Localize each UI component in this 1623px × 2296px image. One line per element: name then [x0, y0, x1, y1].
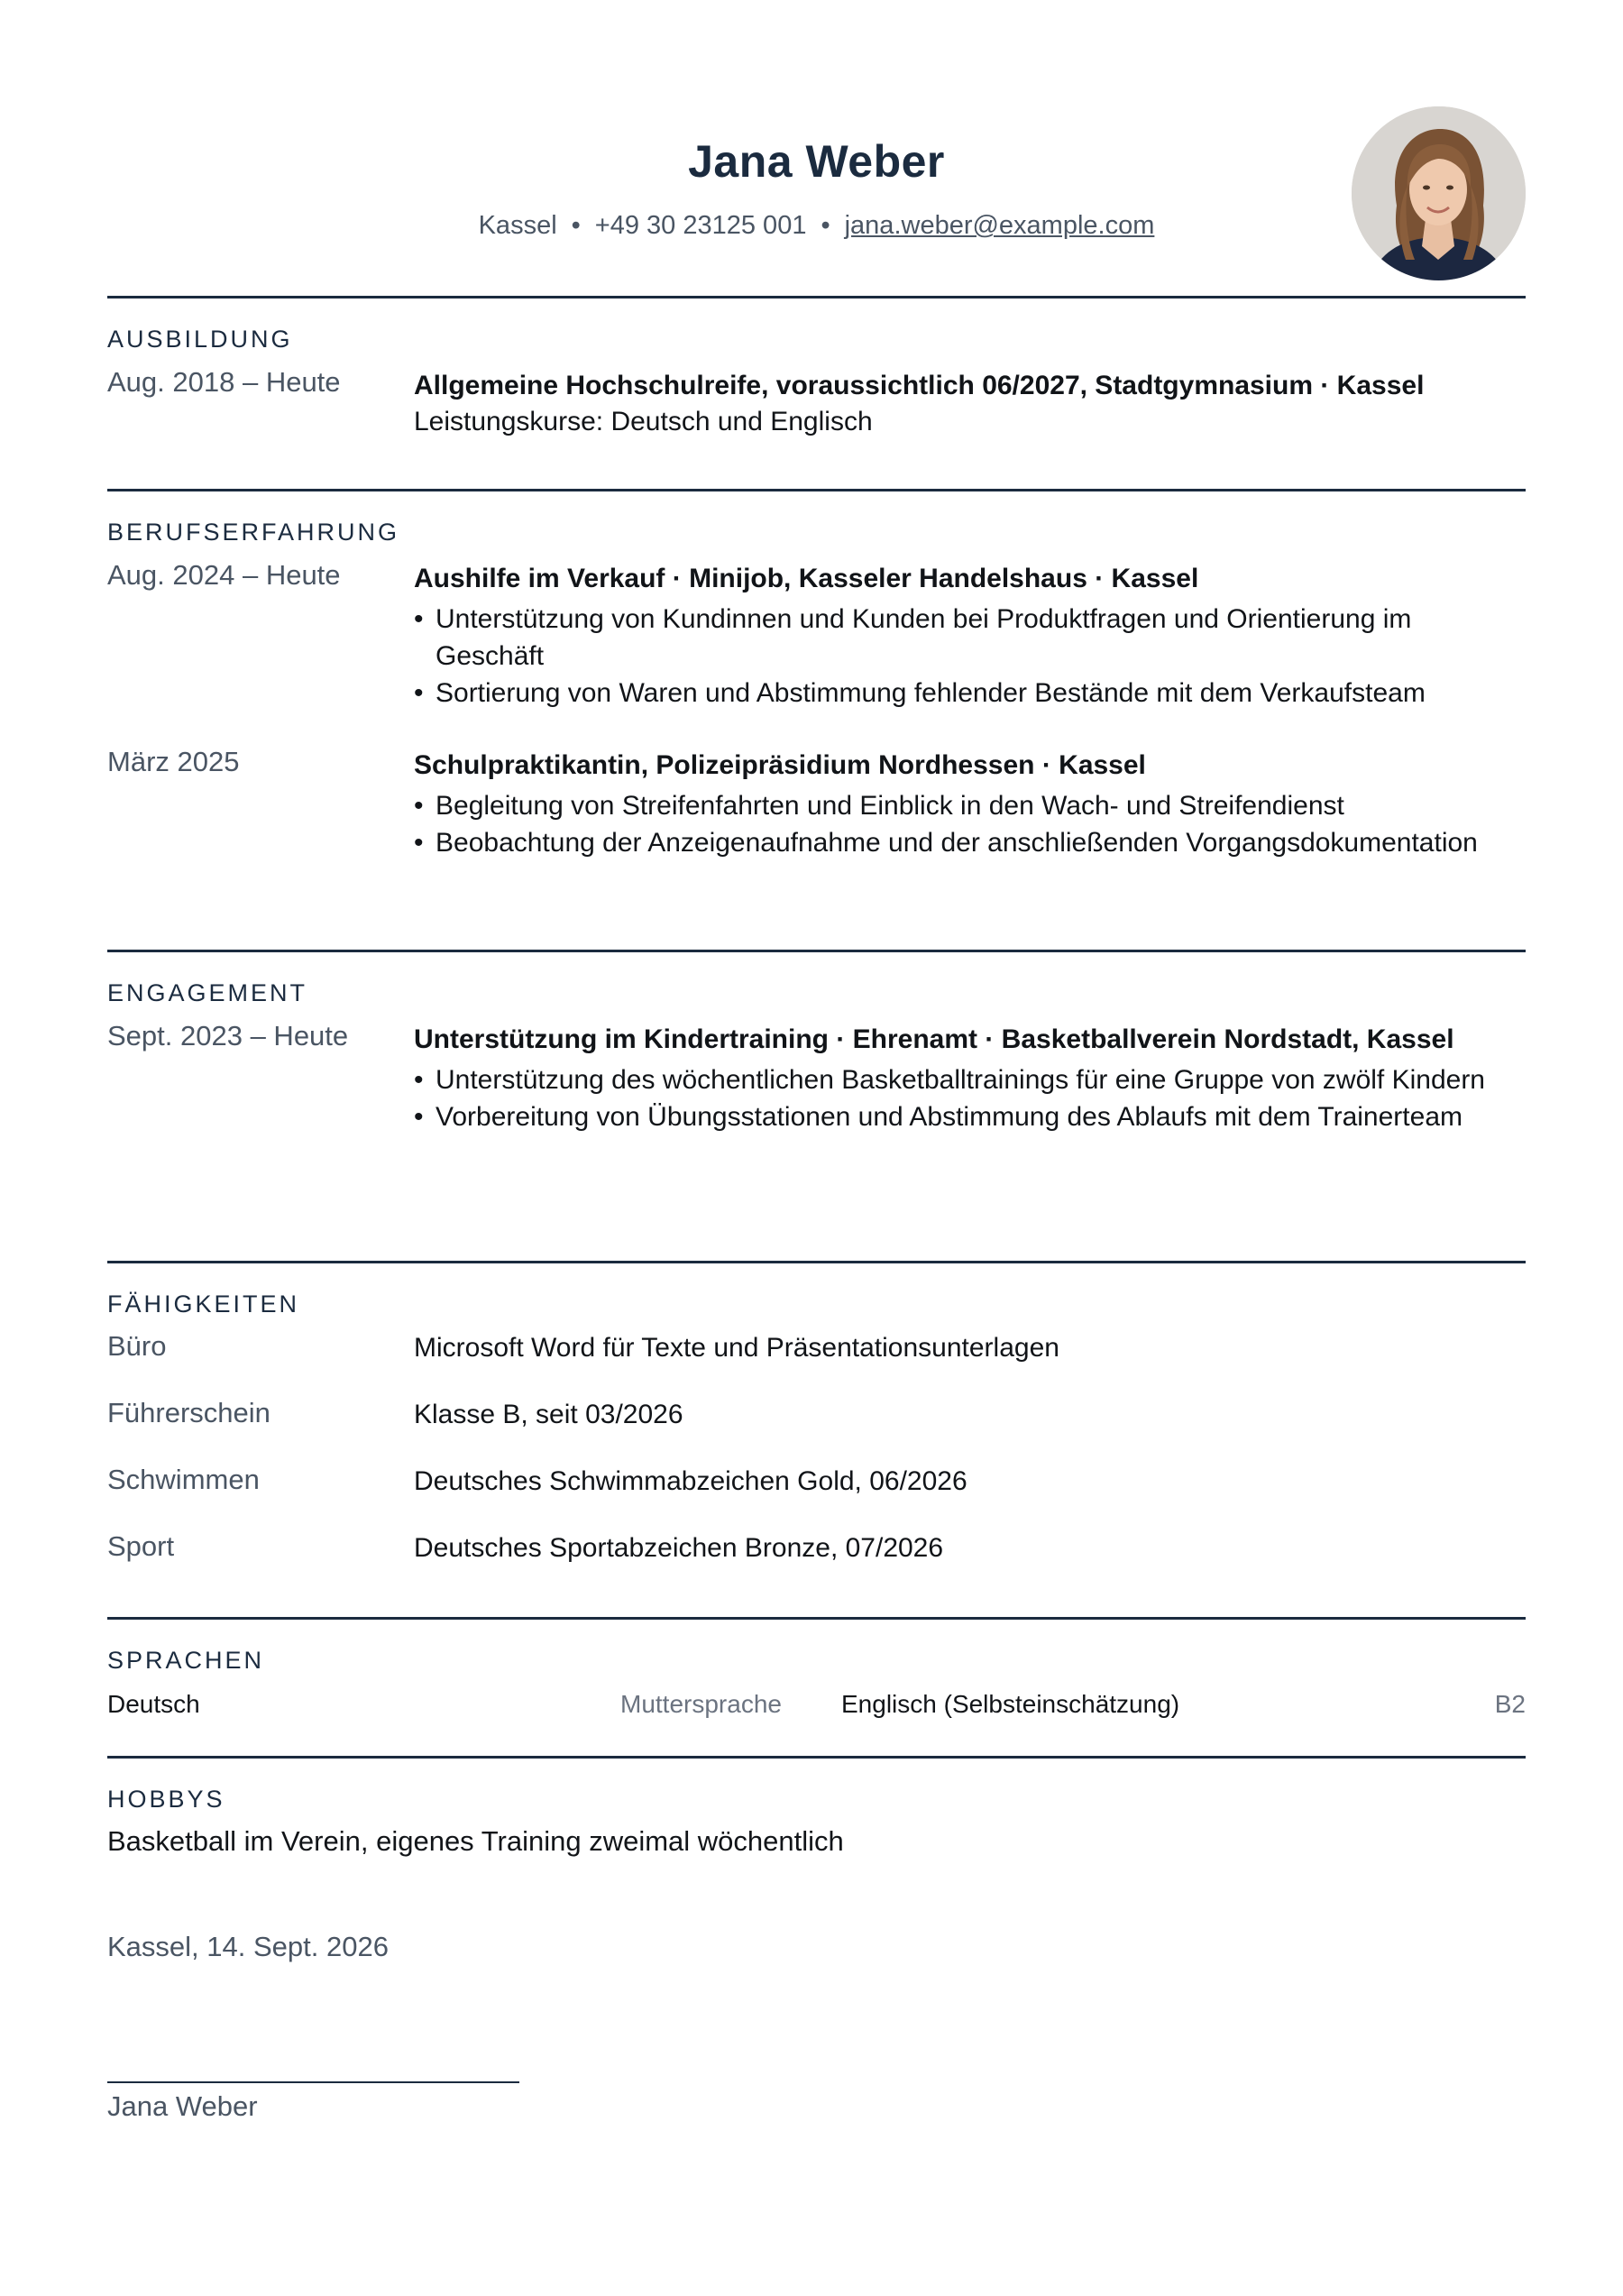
experience-entry	[107, 558, 1526, 745]
section-experience	[107, 491, 1526, 950]
section-skills	[107, 1263, 1526, 1617]
experience-title: Aushilfe im Verkauf · Minijob, Kasseler Handelshaus · Kassel	[414, 564, 1199, 593]
experience-title: Schulpraktikantin, Polizeipräsidium Nordhessen · Kassel	[414, 750, 1146, 780]
separator-dot-icon: •	[821, 211, 830, 240]
cv-content	[107, 0, 1526, 1858]
skill-row	[107, 1397, 1526, 1464]
engagement-entry	[107, 1019, 1526, 1135]
section-education	[107, 298, 1526, 489]
engagement-bullets	[414, 1061, 1526, 1135]
experience-entry	[107, 745, 1526, 861]
education-title: Allgemeine Hochschulreife, voraussichtlich 06/2027, Stadtgymnasium · Kassel	[414, 371, 1425, 400]
list-item: • Beobachtung der Anzeigenaufnahme und der anschließenden Vorgangsdokumentation	[414, 824, 1526, 861]
education-subtitle: Leistungskurse: Deutsch und Englisch	[414, 407, 873, 436]
skill-value: Klasse B, seit 03/2026	[414, 1400, 683, 1429]
signature-name: Jana Weber	[107, 2090, 258, 2122]
skill-row	[107, 1330, 1526, 1397]
list-item: • Unterstützung von Kundinnen und Kunden bei Produktfragen und Orientierung im Geschäft	[414, 601, 1526, 675]
engagement-title: Unterstützung im Kindertraining · Ehrenamt · Basketballverein Nordstadt, Kassel	[414, 1024, 1454, 1054]
language-name: Englisch (Selbsteinschätzung)	[841, 1690, 1180, 1718]
skill-label: Büro	[107, 1330, 167, 1362]
contact-city: Kassel	[478, 211, 557, 240]
place-date: Kassel, 14. Sept. 2026	[107, 1931, 389, 1962]
section-hobbies	[107, 1759, 1526, 1858]
experience-bullets	[414, 601, 1526, 712]
section-title-hobbies: HOBBYS	[107, 1786, 225, 1813]
hobbies-text: Basketball im Verein, eigenes Training zweimal wöchentlich	[107, 1825, 844, 1857]
contact-email-link[interactable]: jana.weber@example.com	[844, 211, 1155, 240]
skill-label: Sport	[107, 1530, 175, 1562]
skill-value: Microsoft Word für Texte und Präsentationsunterlagen	[414, 1333, 1059, 1363]
cv-header	[107, 0, 1526, 296]
section-title-engagement: ENGAGEMENT	[107, 979, 308, 1006]
engagement-date: Sept. 2023 – Heute	[107, 1020, 349, 1052]
contact-phone: +49 30 23125 001	[594, 211, 807, 240]
language-level: Muttersprache	[620, 1690, 782, 1718]
skill-value: Deutsches Sportabzeichen Bronze, 07/2026	[414, 1533, 944, 1563]
section-title-education: AUSBILDUNG	[107, 326, 293, 353]
skill-value: Deutsches Schwimmabzeichen Gold, 06/2026	[414, 1466, 967, 1496]
list-item: • Vorbereitung von Übungsstationen und Abstimmung des Ablaufs mit dem Trainerteam	[414, 1098, 1526, 1135]
list-item: • Begleitung von Streifenfahrten und Einblick in den Wach- und Streifendienst	[414, 787, 1526, 824]
section-title-experience: BERUFSERFAHRUNG	[107, 519, 400, 546]
signature-line	[107, 2081, 519, 2083]
language-name: Deutsch	[107, 1690, 200, 1718]
skill-label: Schwimmen	[107, 1464, 260, 1495]
experience-date: Aug. 2024 – Heute	[107, 559, 341, 591]
list-item: • Unterstützung des wöchentlichen Basketballtrainings für eine Gruppe von zwölf Kindern	[414, 1061, 1526, 1098]
education-entry	[107, 365, 1526, 440]
experience-bullets	[414, 787, 1526, 861]
section-title-skills: FÄHIGKEITEN	[107, 1290, 300, 1318]
experience-date: März 2025	[107, 746, 240, 777]
section-engagement	[107, 952, 1526, 1261]
language-level: B2	[1494, 1690, 1526, 1718]
section-title-languages: SPRACHEN	[107, 1647, 265, 1674]
skill-row	[107, 1464, 1526, 1530]
applicant-name: Jana Weber	[688, 136, 945, 187]
section-languages	[107, 1620, 1526, 1756]
list-item: • Sortierung von Waren und Abstimmung fehlender Bestände mit dem Verkaufsteam	[414, 675, 1526, 712]
skill-row	[107, 1530, 1526, 1597]
language-row	[107, 1686, 1526, 1735]
profile-photo	[1352, 106, 1526, 280]
education-date: Aug. 2018 – Heute	[107, 366, 341, 398]
contact-line	[107, 211, 1526, 241]
skill-label: Führerschein	[107, 1397, 270, 1428]
separator-dot-icon: •	[571, 211, 581, 240]
